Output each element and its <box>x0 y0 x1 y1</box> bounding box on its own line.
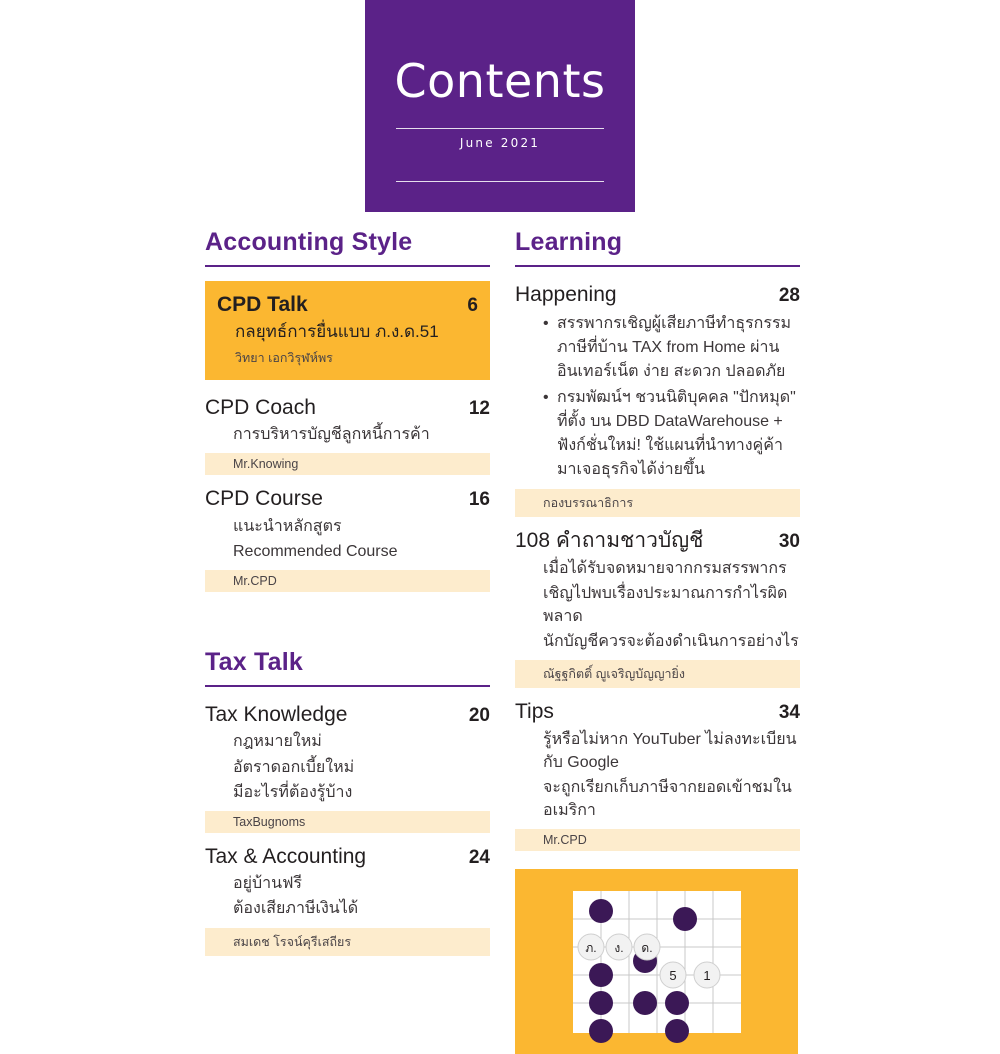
entry-head <box>217 291 478 318</box>
entry-head <box>205 394 490 421</box>
list-item: • กรมพัฒน์ฯ ชวนนิติบุคคล "ปักหมุด" ที่ตั้ง บน DBD DataWarehouse + ฟังก์ชั่นใหม่! ใช้แผนที่นำทางคู่ค้ามาเจอธุรกิจได้ง่ายขึ้น <box>557 386 800 482</box>
section-tax-talk <box>205 648 490 956</box>
right-column <box>515 228 800 1054</box>
masthead-rule-top <box>396 128 604 129</box>
entry-subtitle-secondary: จะถูกเรียกเก็บภาษีจากยอดเข้าชมในอเมริกา <box>543 779 792 820</box>
section-spacer <box>205 602 490 648</box>
entry-head <box>205 701 490 728</box>
left-column <box>205 228 490 1054</box>
section-rule <box>515 265 800 267</box>
entry-subtitle: รู้หรือไม่หาก YouTuber ไม่ลงทะเบียนกับ Google <box>543 730 797 771</box>
section-accounting-style <box>205 228 490 592</box>
masthead-rule-bottom <box>396 181 604 182</box>
entry-author: วิทยา เอกวิรุฬห์พร <box>235 350 333 365</box>
entry-page-number: 30 <box>778 531 800 553</box>
entry-head <box>205 843 490 870</box>
entry-title: CPD Course <box>205 487 323 511</box>
list-item: • สรรพากรเชิญผู้เสียภาษีทำธุรกรรมภาษีที่บ้าน TAX from Home ผ่านอินเทอร์เน็ต ง่าย สะดวก ปลอดภัย <box>557 312 800 384</box>
entry-head <box>205 485 490 512</box>
entry-byline: Mr.CPD <box>515 829 800 851</box>
entry-subtitle-tertiary: มีอะไรที่ต้องรู้บ้าง <box>233 783 353 801</box>
toc-entry-cpd-coach[interactable] <box>205 394 490 446</box>
entry-subtitle: อยู่บ้านฟรี <box>233 875 302 893</box>
entry-byline: กองบรรณาธิการ <box>515 489 800 517</box>
entry-head <box>515 698 800 725</box>
entry-title: Tax Knowledge <box>205 703 348 727</box>
entry-subtitle: กลยุทธ์การยื่นแบบ ภ.ง.ด.51 <box>235 322 439 342</box>
section-title-accounting-style: Accounting Style <box>205 228 413 256</box>
entry-subtitle-tertiary: นักบัญชีควรจะต้องดำเนินการอย่างไร <box>543 633 799 651</box>
entry-title: CPD Talk <box>217 293 308 316</box>
section-title-tax-talk: Tax Talk <box>205 648 303 677</box>
go-stone-label-1: ภ. <box>585 941 597 956</box>
section-learning <box>515 228 800 1054</box>
entry-subtitle-secondary: Recommended Course <box>233 542 398 560</box>
toc-entry-cpd-talk[interactable] <box>205 281 490 380</box>
entry-head <box>515 281 800 308</box>
entry-page-number: 20 <box>468 705 490 727</box>
entry-title: Tax & Accounting <box>205 844 367 868</box>
entry-subtitle: การบริหารบัญชีลูกหนี้การค้า <box>233 426 430 444</box>
entry-title: Tips <box>515 700 554 724</box>
entry-page-number: 28 <box>778 285 800 306</box>
entry-byline: Mr.Knowing <box>205 453 490 475</box>
entry-subtitle-secondary: อัตราดอกเบี้ยใหม่ <box>233 758 355 776</box>
section-rule <box>205 685 490 687</box>
entry-byline: TaxBugnoms <box>205 811 490 833</box>
entry-subtitle: แนะนำหลักสูตร <box>233 517 342 535</box>
entry-page-number: 24 <box>468 846 490 868</box>
entry-page-number: 6 <box>467 295 478 316</box>
entry-page-number: 12 <box>468 397 490 419</box>
go-stone-label-2: ง. <box>614 941 624 956</box>
entry-title: Happening <box>515 283 617 306</box>
entry-subtitle-secondary: เชิญไปพบเรื่องประมาณการกำไรผิดพลาด <box>543 584 788 625</box>
entry-byline: สมเดช โรจน์คุรีเสถียร <box>205 928 490 956</box>
toc-entry-tips[interactable] <box>515 698 800 822</box>
go-stone-number-1: 1 <box>703 968 711 984</box>
toc-entry-tax-knowledge[interactable] <box>205 701 490 804</box>
toc-entry-cpd-course[interactable] <box>205 485 490 563</box>
masthead <box>365 0 635 212</box>
go-board-illustration <box>515 869 798 1054</box>
issue-date: June 2021 <box>459 136 541 150</box>
toc-entry-happening[interactable] <box>515 281 800 482</box>
go-board-svg <box>515 869 798 1054</box>
entry-subtitle-secondary: ต้องเสียภาษีเงินได้ <box>233 900 359 918</box>
entry-page-number: 34 <box>778 702 800 724</box>
contents-columns <box>0 228 1000 1054</box>
entry-title: 108 คำถามชาวบัญชี <box>515 529 704 553</box>
entry-byline: ณัฐฐกิตติ์ ญูเจริญบัญญายิ่ง <box>515 660 800 688</box>
entry-page-number: 16 <box>468 489 490 511</box>
section-rule <box>205 265 490 267</box>
entry-subtitle: กฎหมายใหม่ <box>233 733 322 751</box>
toc-entry-108-questions[interactable] <box>515 527 800 653</box>
entry-bullet-list <box>515 312 800 482</box>
section-title-learning: Learning <box>515 228 623 256</box>
page-title: Contents <box>394 54 606 108</box>
entry-title: CPD Coach <box>205 395 316 419</box>
go-stone-number-5: 5 <box>669 968 677 984</box>
toc-entry-tax-and-accounting[interactable] <box>205 843 490 921</box>
go-stone-label-3: ด. <box>641 941 653 956</box>
entry-subtitle: เมื่อได้รับจดหมายจากกรมสรรพากร <box>543 559 787 577</box>
entry-head <box>515 527 800 554</box>
entry-byline: Mr.CPD <box>205 570 490 592</box>
